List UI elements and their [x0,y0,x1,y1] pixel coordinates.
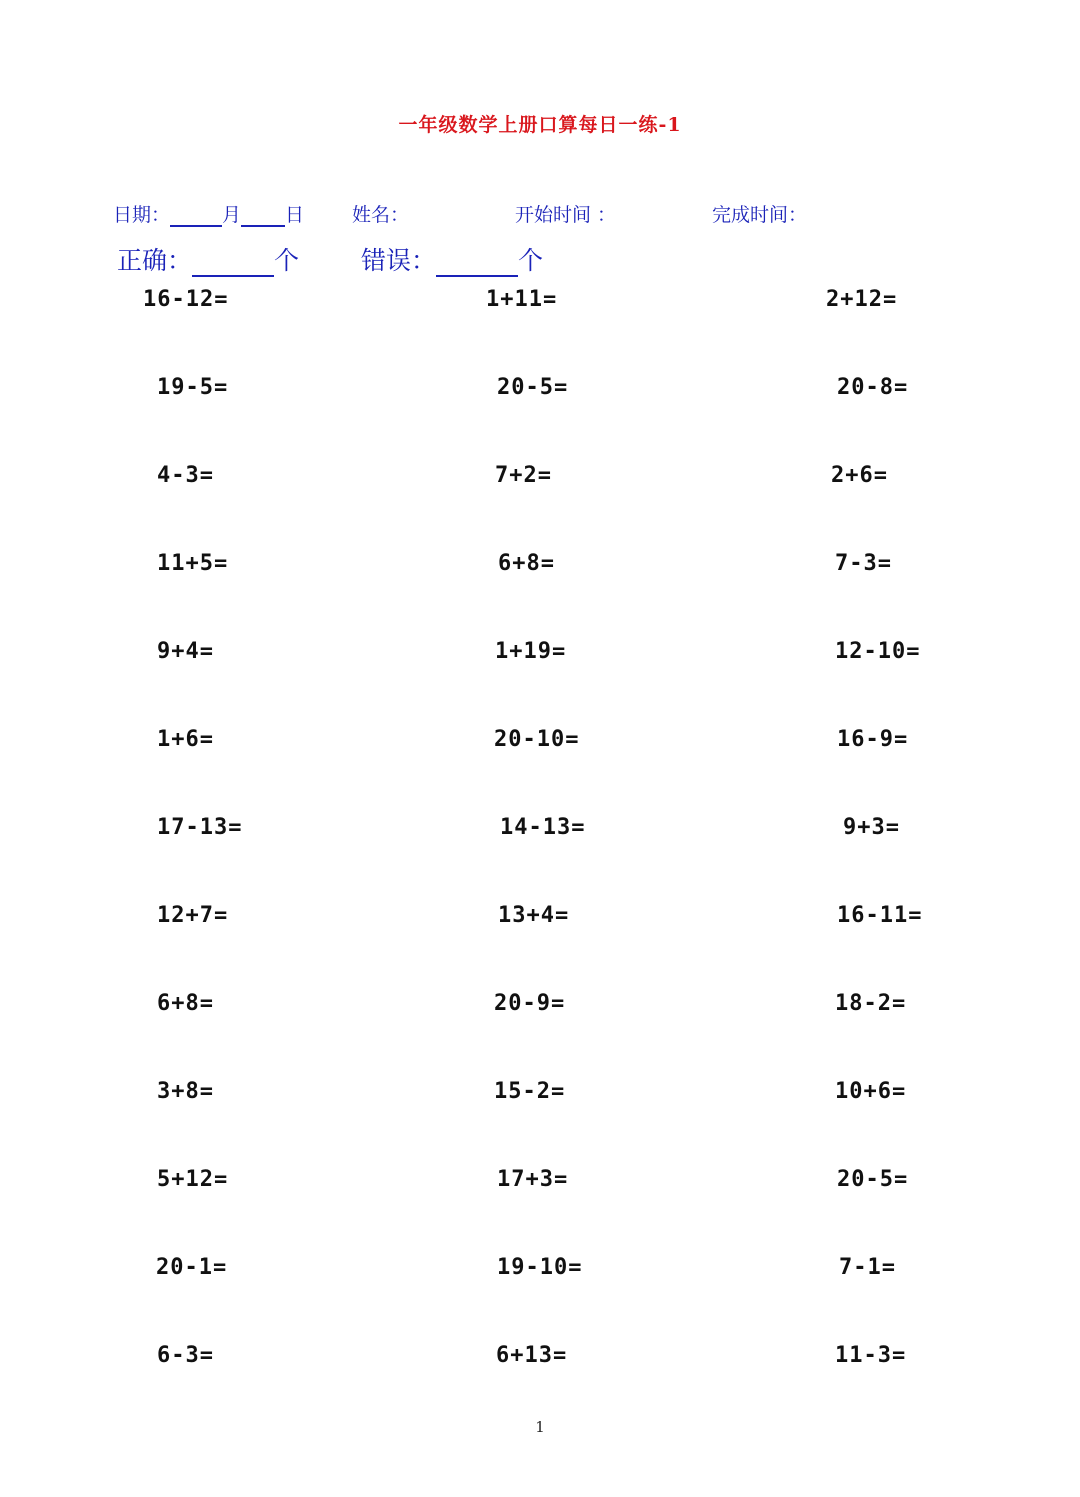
problem-item: 17-13= [157,815,243,840]
date-label: 日期： [113,204,171,226]
problem-item: 20-5= [837,1167,909,1192]
problem-item: 3+8= [157,1079,214,1104]
problem-item: 1+11= [486,287,558,312]
problem-item: 6+13= [496,1343,568,1368]
problem-item: 19-10= [497,1255,583,1280]
problem-item: 19-5= [157,375,229,400]
problem-item: 6+8= [498,551,555,576]
start-time-label: 开始时间 ： [515,204,617,226]
correct-unit: 个 [274,246,300,275]
worksheet-title: 一年级数学上册口算每日一练-1 [398,114,682,136]
problem-item: 16-12= [143,287,229,312]
correct-count-field [117,241,299,277]
problem-item: 4-3= [157,463,214,488]
problem-item: 20-9= [494,991,566,1016]
correct-label: 正确： [117,246,193,275]
problem-item: 15-2= [494,1079,566,1104]
problem-item: 14-13= [500,815,586,840]
problem-item: 20-5= [497,375,569,400]
problem-item: 9+3= [843,815,900,840]
correct-blank [192,249,274,277]
day-blank [241,205,285,227]
problem-item: 16-9= [837,727,909,752]
name-label: 姓名： [352,204,410,226]
problem-item: 7-3= [835,551,892,576]
problem-item: 5+12= [157,1167,229,1192]
problem-item: 17+3= [497,1167,569,1192]
problem-item: 9+4= [157,639,214,664]
page-number: 1 [535,1418,545,1436]
problem-item: 7-1= [839,1255,896,1280]
problem-item: 1+6= [157,727,214,752]
date-field [113,200,304,227]
problem-item: 20-8= [837,375,909,400]
problem-item: 2+12= [826,287,898,312]
problem-item: 11-3= [835,1343,907,1368]
problem-item: 12-10= [835,639,921,664]
wrong-unit: 个 [518,246,544,275]
problem-item: 6-3= [157,1343,214,1368]
problem-item: 16-11= [837,903,923,928]
finish-time-label: 完成时间： [712,204,808,226]
problem-item: 1+19= [495,639,567,664]
month-blank [170,205,222,227]
problem-item: 20-10= [494,727,580,752]
wrong-count-field [361,241,543,277]
day-label: 日 [285,204,305,226]
wrong-blank [436,249,518,277]
problem-item: 10+6= [835,1079,907,1104]
problem-item: 2+6= [831,463,888,488]
problem-item: 6+8= [157,991,214,1016]
problem-item: 7+2= [495,463,552,488]
problem-item: 18-2= [835,991,907,1016]
month-label: 月 [222,204,242,226]
problem-item: 12+7= [157,903,229,928]
wrong-label: 错误： [361,246,437,275]
problem-item: 20-1= [156,1255,228,1280]
problem-item: 11+5= [157,551,229,576]
problem-item: 13+4= [498,903,570,928]
